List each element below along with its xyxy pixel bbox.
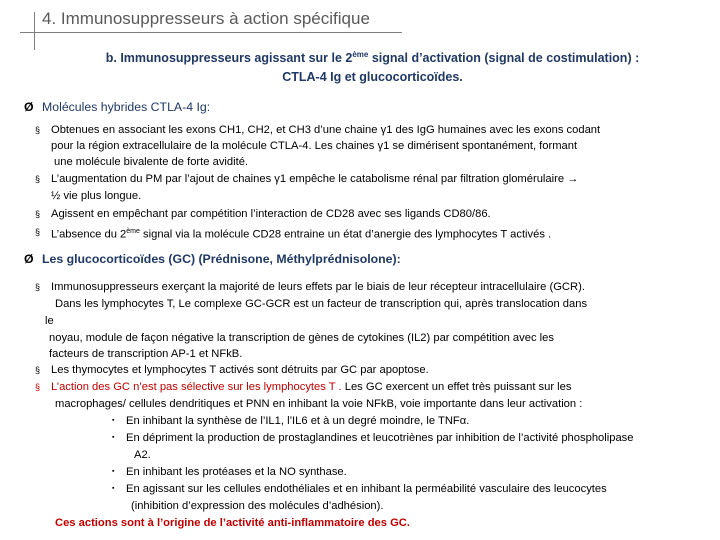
bullet-icon: §: [35, 282, 41, 292]
text-line: Dans les lymphocytes T, Le complexe GC-GCR est un facteur de transcription qui, après translocation dans: [55, 298, 588, 310]
text-line: L’augmentation du PM par l’ajout de chaines γ1 empêche le catabolisme rénal par filtration glomérulaire →: [51, 173, 579, 185]
sub-bullet-icon: ▪: [112, 417, 115, 424]
text-line: une molécule bivalente de forte avidité.: [54, 156, 249, 168]
conclusion-text: Ces actions sont à l’origine de l’activité anti-inflammatoire des GC.: [55, 517, 410, 529]
section-heading-ctla4: Ø Molécules hybrides CTLA-4 Ig:: [24, 100, 211, 114]
title-vertical-rule: [34, 12, 35, 50]
bullet-icon: §: [35, 365, 41, 375]
title-underline: [20, 32, 402, 33]
text-line: En inhibant la synthèse de l’IL1, l’IL6 et à un degré moindre, le TNFα.: [126, 415, 470, 427]
text-line: Agissent en empêchant par compétition l’interaction de CD28 avec ses ligands CD80/86.: [51, 208, 491, 220]
bullet-icon: §: [35, 382, 41, 392]
text-line: noyau, module de façon négative la transcription de gènes de cytokines (IL2) par compétition avec les: [49, 332, 554, 344]
text-line: facteurs de transcription AP-1 et NFkB.: [49, 348, 243, 360]
text-line: Obtenues en associant les exons CH1, CH2, et CH3 d’une chaine γ1 des IgG humaines avec les exons codant: [51, 124, 601, 136]
text-line: Immunosuppresseurs exerçant la majorité de leurs effets par le biais de leur récepteur intracellulaire (GCR).: [51, 281, 585, 293]
text-line: En dépriment la production de prostaglandines et leucotriènes par inhibition de l’activité phospholipase: [126, 432, 634, 444]
text-line: pour la région extracellulaire de la molécule CTLA-4. Les chaines γ1 se dimérisent spontanément, formant: [51, 140, 578, 152]
text-line: le: [45, 315, 54, 327]
text-line: A2.: [134, 449, 151, 461]
bullet-icon: §: [35, 125, 41, 135]
text-line: En agissant sur les cellules endothéliales et en inhibant la perméabilité vasculaire des leucocytes: [126, 483, 607, 495]
bullet-icon: §: [35, 209, 41, 219]
text-line: L’absence du 2ème signal via la molécule CD28 entraine un état d’anergie des lymphocytes T activés .: [51, 228, 552, 241]
section-heading-glucocorticoids: Ø Les glucocorticoïdes (GC) (Prédnisone, Méthylprédnisolone):: [24, 252, 401, 266]
text-line: L’action des GC n’est pas sélective sur les lymphocytes T . Les GC exercent un effet très puissant sur les: [51, 381, 572, 393]
slide-title: 4. Immunosuppresseurs à action spécifique: [42, 9, 370, 28]
arrow-bullet-icon: Ø: [24, 100, 34, 114]
arrow-bullet-icon: Ø: [24, 252, 34, 266]
text-line: Les thymocytes et lymphocytes T activés sont détruits par GC par apoptose.: [51, 364, 429, 376]
text-line: En inhibant les protéases et la NO synthase.: [126, 466, 347, 478]
text-line: (inhibition d’expression des molécules d’adhésion).: [131, 500, 384, 512]
sub-bullet-icon: ▪: [112, 485, 115, 492]
bullet-icon: §: [35, 227, 41, 237]
text-line: macrophages/ cellules dendritiques et PNN en inhibant la voie NFkB, voie importante dans leur activation :: [55, 398, 583, 410]
slide-subtitle: b. Immunosuppresseurs agissant sur le 2ème signal d’activation (signal de costimulation) : CTLA-4 Ig et glucocorticoïdes.: [105, 50, 640, 85]
text-line: ½ vie plus longue.: [51, 190, 142, 202]
sub-bullet-icon: ▪: [112, 468, 115, 475]
bullet-icon: §: [35, 174, 41, 184]
sub-bullet-icon: ▪: [112, 434, 115, 441]
